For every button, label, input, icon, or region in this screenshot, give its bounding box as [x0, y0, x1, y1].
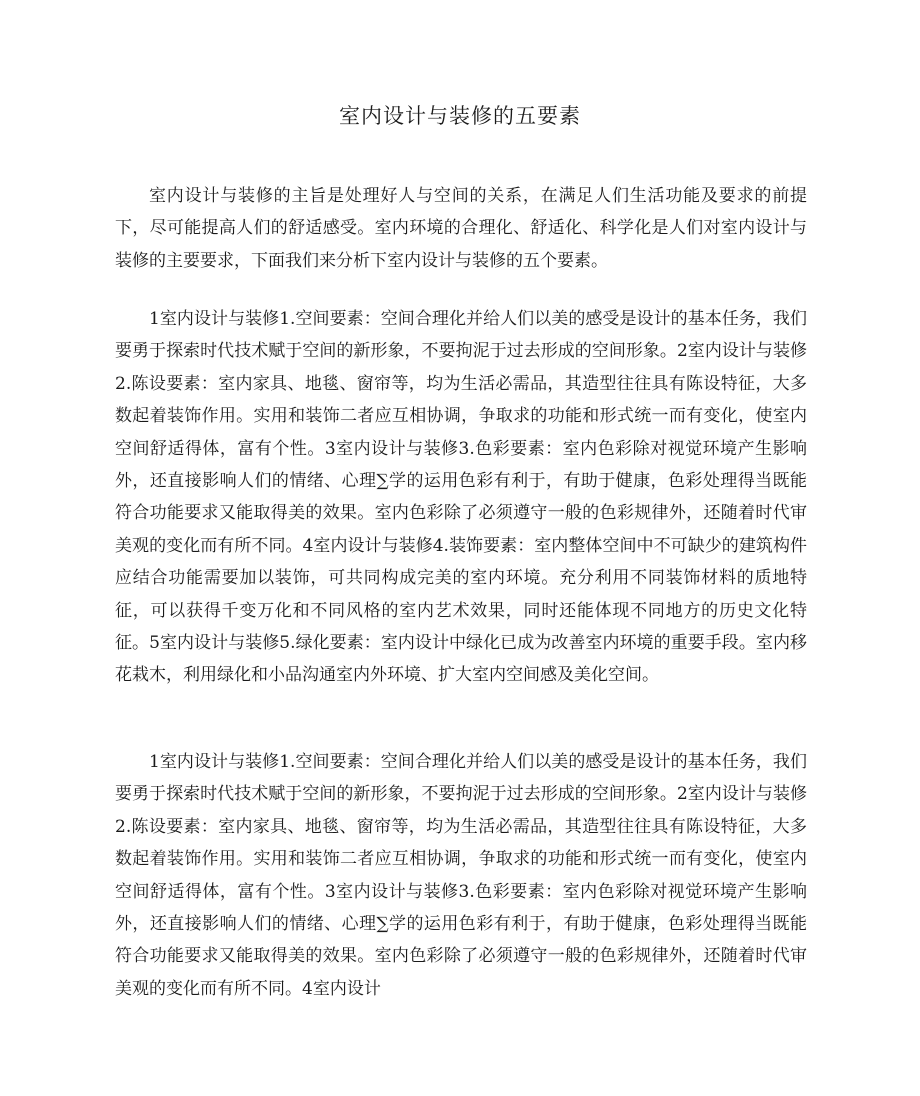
intro-paragraph: 室内设计与装修的主旨是处理好人与空间的关系，在满足人们生活功能及要求的前提下，尽可能提高人们的舒适感受。室内环境的合理化、舒适化、科学化是人们对室内设计与装修的主要要求，下面我们来分析下室内设计与装修的五个要素。	[115, 186, 807, 271]
five-elements-paragraph: 1室内设计与装修1.空间要素：空间合理化并给人们以美的感受是设计的基本任务，我们要勇于探索时代技术赋于空间的新形象，不要拘泥于过去形成的空间形象。2室内设计与装修2.陈设要素：室内家具、地毯、窗帘等，均为生活必需品，其造型往往具有陈设特征，大多数起着装饰作用。实用和装饰二者应互相协调，争取求的功能和形式统一而有变化，使室内空间舒适得体，富有个性。3室内设计与装修3.色彩要素：室内色彩除对视觉环境产生影响外，还直接影响人们的情绪、心理∑学的运用色彩有利于，有助于健康，色彩处理得当既能符合功能要求又能取得美的效果。室内色彩除了必须遵守一般的色彩规律外，还随着时代审美观的变化而有所不同。4室内设计与装修4.装饰要素：室内整体空间中不可缺少的建筑构件应结合功能需要加以装饰，可共同构成完美的室内环境。充分利用不同装饰材料的质地特征，可以获得千变万化和不同风格的室内艺术效果，同时还能体现不同地方的历史文化特征。5室内设计与装修5.绿化要素：室内设计中绿化已成为改善室内环境的重要手段。室内移花栽木，利用绿化和小品沟通室内外环境、扩大室内空间感及美化空间。	[115, 309, 807, 686]
document-title: 室内设计与装修的五要素	[339, 104, 581, 128]
repeated-elements-paragraph: 1室内设计与装修1.空间要素：空间合理化并给人们以美的感受是设计的基本任务，我们要勇于探索时代技术赋于空间的新形象，不要拘泥于过去形成的空间形象。2室内设计与装修2.陈设要素：室内家具、地毯、窗帘等，均为生活必需品，其造型往往具有陈设特征，大多数起着装饰作用。实用和装饰二者应互相协调，争取求的功能和形式统一而有变化，使室内空间舒适得体，富有个性。3室内设计与装修3.色彩要素：室内色彩除对视觉环境产生影响外，还直接影响人们的情绪、心理∑学的运用色彩有利于，有助于健康，色彩处理得当既能符合功能要求又能取得美的效果。室内色彩除了必须遵守一般的色彩规律外，还随着时代审美观的变化而有所不同。4室内设计	[115, 752, 807, 999]
